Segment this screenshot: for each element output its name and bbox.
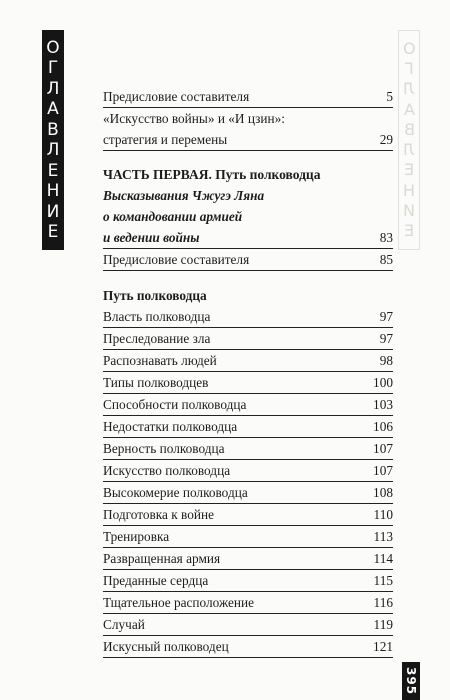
toc-subsection-label: Путь полководца: [103, 288, 207, 303]
toc-item[interactable]: [103, 372, 393, 394]
toc-item[interactable]: [103, 570, 393, 592]
header-letter: О: [46, 38, 60, 58]
toc-entry-label: Распознавать людей: [103, 353, 217, 368]
toc-entry-zhuge-cont[interactable]: [103, 206, 393, 227]
toc-entry-page: 119: [373, 617, 393, 632]
toc-item[interactable]: [103, 306, 393, 328]
section-gap: [103, 151, 393, 164]
toc-item[interactable]: [103, 350, 393, 372]
toc-entry-page: 83: [379, 230, 393, 245]
toc-entry-label: и ведении войны: [103, 230, 200, 245]
ghost-letter: В: [403, 119, 415, 139]
toc-item[interactable]: [103, 438, 393, 460]
show-through-header: [398, 30, 420, 250]
toc-entry-label: о командовании армией: [103, 209, 243, 224]
ghost-letter: О: [402, 39, 416, 58]
toc-part-heading[interactable]: [103, 164, 393, 185]
toc-entry-page: 113: [373, 529, 393, 544]
page-number: 395: [402, 662, 420, 700]
toc-entry-page: 100: [373, 375, 393, 390]
toc-entry-label: Преданные сердца: [103, 573, 209, 588]
ghost-letter: Г: [404, 59, 414, 79]
toc-entry-page: 98: [379, 353, 393, 368]
toc-entry-label: Искусный полководец: [103, 639, 229, 654]
section-gap: [103, 271, 393, 285]
toc-entry-label: Высокомерие полководца: [103, 485, 248, 500]
toc-entry-label: Тренировка: [103, 529, 170, 544]
toc-entry-page: 121: [373, 639, 393, 654]
table-of-contents: [103, 86, 393, 658]
ghost-letter: А: [403, 99, 415, 119]
toc-part-label: ЧАСТЬ ПЕРВАЯ. Путь полководца: [103, 167, 321, 182]
toc-entry-art-of-war-cont[interactable]: [103, 129, 393, 151]
toc-entry-zhuge-end[interactable]: [103, 227, 393, 249]
toc-entry-label: Типы полководцев: [103, 375, 209, 390]
toc-item[interactable]: [103, 636, 393, 658]
ghost-letter: Л: [402, 79, 416, 99]
ghost-letter: Е: [403, 160, 415, 180]
toc-item[interactable]: [103, 592, 393, 614]
toc-entry-label: «Искусство войны» и «И цзин»:: [103, 111, 285, 126]
header-letter: В: [47, 119, 59, 140]
toc-entry-page: 116: [373, 595, 393, 610]
ghost-letter: Е: [403, 220, 415, 240]
toc-entry-page: 85: [379, 252, 393, 267]
toc-entry-label: Недостатки полководца: [103, 419, 238, 434]
toc-item[interactable]: [103, 482, 393, 504]
toc-vertical-header: [42, 30, 64, 250]
header-letter: А: [47, 99, 59, 120]
toc-entry-art-of-war[interactable]: [103, 108, 393, 129]
toc-entry-page: 107: [373, 463, 393, 478]
toc-entry-label: Преследование зла: [103, 331, 211, 346]
toc-item[interactable]: [103, 614, 393, 636]
header-letter: Г: [47, 58, 59, 79]
toc-entry-label: Высказывания Чжугэ Ляна: [103, 188, 265, 203]
toc-entry-label: стратегия и перемены: [103, 132, 228, 147]
toc-item[interactable]: [103, 460, 393, 482]
toc-entry-page: 103: [373, 397, 393, 412]
toc-entry-preface-2[interactable]: [103, 249, 393, 271]
ghost-letter: Н: [402, 180, 416, 200]
toc-entry-label: Развращенная армия: [103, 551, 221, 566]
ghost-letter: И: [403, 200, 415, 220]
toc-entry-zhuge[interactable]: [103, 185, 393, 206]
toc-item[interactable]: [103, 504, 393, 526]
toc-entry-label: Предисловие составителя: [103, 252, 250, 267]
toc-entry-page: 5: [386, 89, 393, 104]
toc-entry-label: Искусство полководца: [103, 463, 231, 478]
toc-entry-page: 108: [373, 485, 393, 500]
toc-entry-preface[interactable]: [103, 86, 393, 108]
header-letter: Н: [46, 181, 60, 202]
toc-item[interactable]: [103, 394, 393, 416]
toc-entry-label: Способности полководца: [103, 397, 247, 412]
toc-entry-page: 110: [373, 507, 393, 522]
header-letter: Е: [47, 221, 59, 242]
toc-item[interactable]: [103, 328, 393, 350]
toc-entry-page: 115: [373, 573, 393, 588]
toc-entry-label: Предисловие составителя: [103, 89, 250, 104]
toc-entry-page: 114: [373, 551, 393, 566]
toc-item[interactable]: [103, 526, 393, 548]
ghost-letter: Л: [402, 140, 416, 160]
toc-entry-label: Верность полководца: [103, 441, 225, 456]
toc-item[interactable]: [103, 416, 393, 438]
toc-subsection-heading[interactable]: [103, 285, 393, 306]
toc-entry-page: 97: [379, 309, 393, 324]
toc-entry-page: 106: [373, 419, 393, 434]
toc-entry-label: Подготовка к войне: [103, 507, 215, 522]
toc-entry-label: Случай: [103, 617, 145, 632]
toc-entry-page: 29: [379, 132, 393, 147]
header-letter: Л: [46, 140, 60, 161]
toc-entry-label: Тщательное расположение: [103, 595, 255, 610]
toc-entry-page: 97: [379, 331, 393, 346]
toc-entry-page: 107: [373, 441, 393, 456]
header-letter: И: [46, 201, 60, 222]
toc-entry-label: Власть полководца: [103, 309, 211, 324]
header-letter: Л: [46, 78, 60, 99]
header-letter: Е: [47, 160, 59, 181]
toc-item[interactable]: [103, 548, 393, 570]
